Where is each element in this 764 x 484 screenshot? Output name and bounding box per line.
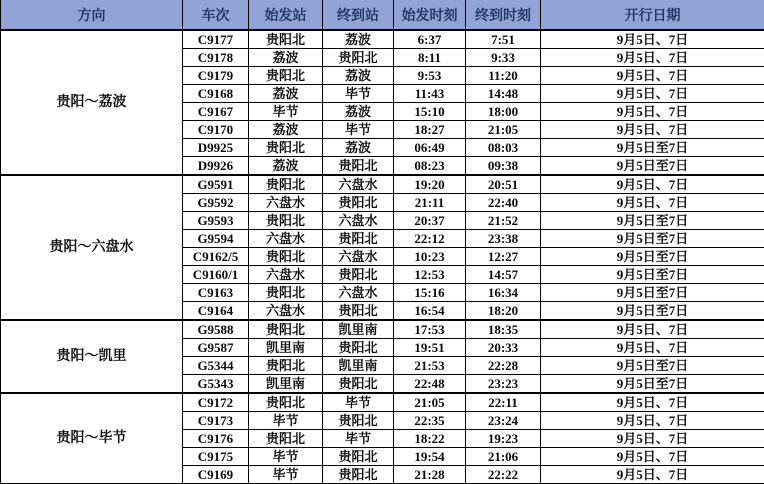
- departure-time-cell: 9:53: [394, 67, 466, 85]
- operating-dates-cell: 9月5日至7日: [541, 284, 764, 302]
- departure-time-cell: 08:23: [394, 157, 466, 176]
- departure-time-cell: 18:27: [394, 121, 466, 139]
- destination-cell: 贵阳北: [323, 266, 394, 284]
- operating-dates-cell: 9月5日至7日: [541, 230, 764, 248]
- arrival-time-cell: 08:03: [466, 139, 541, 157]
- destination-cell: 贵阳北: [323, 448, 394, 466]
- operating-dates-cell: 9月5日至7日: [541, 266, 764, 284]
- departure-time-cell: 20:37: [394, 212, 466, 230]
- col-header-direction: 方向: [1, 0, 183, 30]
- destination-cell: 六盘水: [323, 175, 394, 194]
- origin-cell: 荔波: [249, 85, 323, 103]
- destination-cell: 凯里南: [323, 320, 394, 339]
- destination-cell: 贵阳北: [323, 230, 394, 248]
- arrival-time-cell: 22:22: [466, 466, 541, 484]
- departure-time-cell: 8:11: [394, 49, 466, 67]
- operating-dates-cell: 9月5日、7日: [541, 194, 764, 212]
- destination-cell: 六盘水: [323, 248, 394, 266]
- destination-cell: 六盘水: [323, 284, 394, 302]
- train-no-cell: C9168: [183, 85, 249, 103]
- destination-cell: 六盘水: [323, 212, 394, 230]
- origin-cell: 贵阳北: [249, 393, 323, 412]
- departure-time-cell: 17:53: [394, 320, 466, 339]
- train-no-cell: C9178: [183, 49, 249, 67]
- departure-time-cell: 22:12: [394, 230, 466, 248]
- train-no-cell: C9172: [183, 393, 249, 412]
- train-no-cell: G9593: [183, 212, 249, 230]
- origin-cell: 六盘水: [249, 194, 323, 212]
- operating-dates-cell: 9月5日、7日: [541, 412, 764, 430]
- destination-cell: 荔波: [323, 103, 394, 121]
- operating-dates-cell: 9月5日、7日: [541, 339, 764, 357]
- origin-cell: 凯里南: [249, 375, 323, 394]
- origin-cell: 凯里南: [249, 339, 323, 357]
- arrival-time-cell: 12:27: [466, 248, 541, 266]
- train-no-cell: D9926: [183, 157, 249, 176]
- origin-cell: 贵阳北: [249, 357, 323, 375]
- destination-cell: 毕节: [323, 430, 394, 448]
- destination-cell: 荔波: [323, 30, 394, 49]
- operating-dates-cell: 9月5日、7日: [541, 393, 764, 412]
- departure-time-cell: 16:54: [394, 302, 466, 321]
- direction-cell: 贵阳～荔波: [1, 30, 183, 175]
- destination-cell: 贵阳北: [323, 157, 394, 176]
- train-no-cell: G5343: [183, 375, 249, 394]
- train-row: [1, 30, 764, 49]
- col-header-departure-time: 始发时刻: [394, 0, 466, 30]
- train-no-cell: C9173: [183, 412, 249, 430]
- origin-cell: 贵阳北: [249, 430, 323, 448]
- destination-cell: 贵阳北: [323, 49, 394, 67]
- train-no-cell: C9162/5: [183, 248, 249, 266]
- operating-dates-cell: 9月5日至7日: [541, 248, 764, 266]
- origin-cell: 六盘水: [249, 230, 323, 248]
- operating-dates-cell: 9月5日、7日: [541, 67, 764, 85]
- destination-cell: 贵阳北: [323, 302, 394, 321]
- origin-cell: 贵阳北: [249, 248, 323, 266]
- train-row: [1, 175, 764, 194]
- origin-cell: 贵阳北: [249, 175, 323, 194]
- arrival-time-cell: 22:28: [466, 357, 541, 375]
- departure-time-cell: 15:10: [394, 103, 466, 121]
- arrival-time-cell: 22:11: [466, 393, 541, 412]
- col-header-origin: 始发站: [249, 0, 323, 30]
- departure-time-cell: 18:22: [394, 430, 466, 448]
- operating-dates-cell: 9月5日、7日: [541, 103, 764, 121]
- arrival-time-cell: 23:24: [466, 412, 541, 430]
- train-no-cell: C9179: [183, 67, 249, 85]
- train-no-cell: G9592: [183, 194, 249, 212]
- arrival-time-cell: 18:35: [466, 320, 541, 339]
- operating-dates-cell: 9月5日、7日: [541, 30, 764, 49]
- destination-cell: 贵阳北: [323, 375, 394, 394]
- departure-time-cell: 19:51: [394, 339, 466, 357]
- origin-cell: 六盘水: [249, 266, 323, 284]
- direction-cell: 贵阳～毕节: [1, 393, 183, 484]
- train-no-cell: C9167: [183, 103, 249, 121]
- departure-time-cell: 19:54: [394, 448, 466, 466]
- operating-dates-cell: 9月5日至7日: [541, 157, 764, 176]
- arrival-time-cell: 23:23: [466, 375, 541, 394]
- operating-dates-cell: 9月5日至7日: [541, 375, 764, 394]
- departure-time-cell: 15:16: [394, 284, 466, 302]
- departure-time-cell: 10:23: [394, 248, 466, 266]
- arrival-time-cell: 20:33: [466, 339, 541, 357]
- destination-cell: 毕节: [323, 121, 394, 139]
- col-header-destination: 终到站: [323, 0, 394, 30]
- origin-cell: 贵阳北: [249, 320, 323, 339]
- departure-time-cell: 22:48: [394, 375, 466, 394]
- departure-time-cell: 22:35: [394, 412, 466, 430]
- origin-cell: 贵阳北: [249, 284, 323, 302]
- operating-dates-cell: 9月5日至7日: [541, 302, 764, 321]
- destination-cell: 贵阳北: [323, 412, 394, 430]
- origin-cell: 六盘水: [249, 302, 323, 321]
- arrival-time-cell: 19:23: [466, 430, 541, 448]
- departure-time-cell: 6:37: [394, 30, 466, 49]
- train-no-cell: D9925: [183, 139, 249, 157]
- origin-cell: 贵阳北: [249, 67, 323, 85]
- operating-dates-cell: 9月5日、7日: [541, 466, 764, 484]
- origin-cell: 毕节: [249, 466, 323, 484]
- origin-cell: 贵阳北: [249, 30, 323, 49]
- train-no-cell: G9594: [183, 230, 249, 248]
- origin-cell: 荔波: [249, 157, 323, 176]
- train-no-cell: G5344: [183, 357, 249, 375]
- destination-cell: 荔波: [323, 139, 394, 157]
- departure-time-cell: 06:49: [394, 139, 466, 157]
- arrival-time-cell: 23:38: [466, 230, 541, 248]
- train-no-cell: C9169: [183, 466, 249, 484]
- arrival-time-cell: 9:33: [466, 49, 541, 67]
- train-no-cell: C9176: [183, 430, 249, 448]
- origin-cell: 毕节: [249, 412, 323, 430]
- operating-dates-cell: 9月5日、7日: [541, 448, 764, 466]
- train-row: [1, 320, 764, 339]
- direction-cell: 贵阳～凯里: [1, 320, 183, 393]
- departure-time-cell: 19:20: [394, 175, 466, 194]
- train-no-cell: G9587: [183, 339, 249, 357]
- arrival-time-cell: 21:52: [466, 212, 541, 230]
- origin-cell: 贵阳北: [249, 139, 323, 157]
- operating-dates-cell: 9月5日、7日: [541, 49, 764, 67]
- arrival-time-cell: 21:06: [466, 448, 541, 466]
- departure-time-cell: 21:05: [394, 393, 466, 412]
- origin-cell: 荔波: [249, 49, 323, 67]
- destination-cell: 毕节: [323, 85, 394, 103]
- origin-cell: 毕节: [249, 448, 323, 466]
- operating-dates-cell: 9月5日、7日: [541, 175, 764, 194]
- destination-cell: 荔波: [323, 67, 394, 85]
- timetable-body: [1, 30, 764, 484]
- operating-dates-cell: 9月5日、7日: [541, 85, 764, 103]
- operating-dates-cell: 9月5日至7日: [541, 357, 764, 375]
- arrival-time-cell: 18:00: [466, 103, 541, 121]
- col-header-operating-dates: 开行日期: [541, 0, 764, 30]
- train-row: [1, 393, 764, 412]
- arrival-time-cell: 18:20: [466, 302, 541, 321]
- arrival-time-cell: 22:40: [466, 194, 541, 212]
- arrival-time-cell: 16:34: [466, 284, 541, 302]
- origin-cell: 贵阳北: [249, 212, 323, 230]
- arrival-time-cell: 21:05: [466, 121, 541, 139]
- train-no-cell: C9177: [183, 30, 249, 49]
- train-no-cell: C9160/1: [183, 266, 249, 284]
- destination-cell: 毕节: [323, 393, 394, 412]
- origin-cell: 毕节: [249, 103, 323, 121]
- origin-cell: 荔波: [249, 121, 323, 139]
- direction-cell: 贵阳～六盘水: [1, 175, 183, 320]
- destination-cell: 凯里南: [323, 357, 394, 375]
- operating-dates-cell: 9月5日、7日: [541, 430, 764, 448]
- operating-dates-cell: 9月5日至7日: [541, 212, 764, 230]
- arrival-time-cell: 20:51: [466, 175, 541, 194]
- departure-time-cell: 21:53: [394, 357, 466, 375]
- train-no-cell: C9164: [183, 302, 249, 321]
- destination-cell: 贵阳北: [323, 339, 394, 357]
- operating-dates-cell: 9月5日、7日: [541, 121, 764, 139]
- destination-cell: 贵阳北: [323, 466, 394, 484]
- operating-dates-cell: 9月5日、7日: [541, 320, 764, 339]
- header-row: [1, 0, 764, 30]
- departure-time-cell: 21:28: [394, 466, 466, 484]
- arrival-time-cell: 14:57: [466, 266, 541, 284]
- operating-dates-cell: 9月5日至7日: [541, 139, 764, 157]
- arrival-time-cell: 7:51: [466, 30, 541, 49]
- col-header-arrival-time: 终到时刻: [466, 0, 541, 30]
- arrival-time-cell: 14:48: [466, 85, 541, 103]
- train-no-cell: C9163: [183, 284, 249, 302]
- train-no-cell: G9591: [183, 175, 249, 194]
- train-no-cell: C9170: [183, 121, 249, 139]
- col-header-train-no: 车次: [183, 0, 249, 30]
- departure-time-cell: 21:11: [394, 194, 466, 212]
- train-no-cell: G9588: [183, 320, 249, 339]
- destination-cell: 贵阳北: [323, 194, 394, 212]
- departure-time-cell: 12:53: [394, 266, 466, 284]
- arrival-time-cell: 11:20: [466, 67, 541, 85]
- train-no-cell: C9175: [183, 448, 249, 466]
- arrival-time-cell: 09:38: [466, 157, 541, 176]
- departure-time-cell: 11:43: [394, 85, 466, 103]
